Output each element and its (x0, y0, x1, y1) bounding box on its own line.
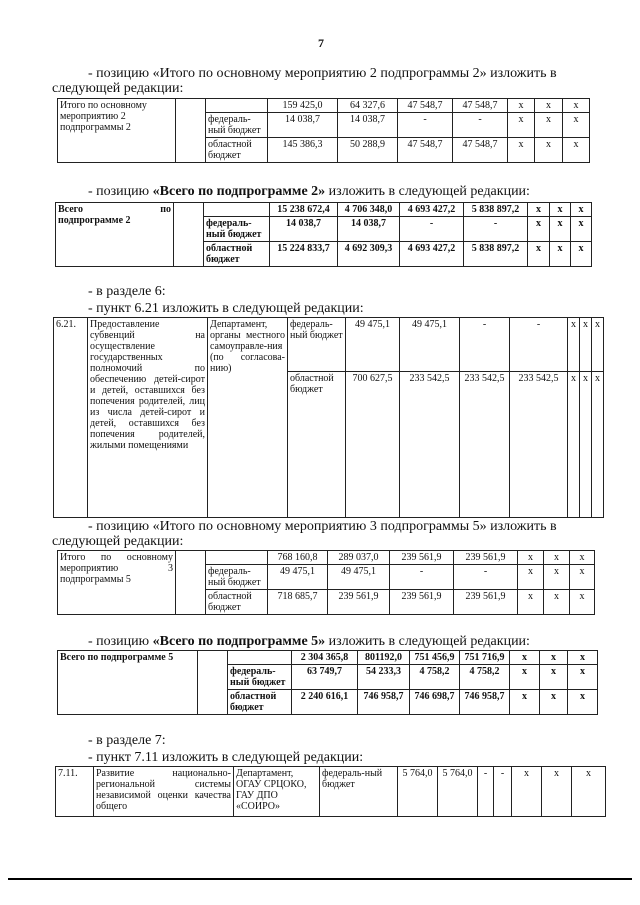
instruction-1-line2: следующей редакции: (52, 81, 184, 96)
source-cell: федераль-ный бюджет (288, 318, 346, 372)
table-row: федераль-ный бюджет 49 475,1 49 475,1 - - х х х (58, 565, 595, 590)
row-label: Итого по основному мероприятию 2 подпрограммы 2 (58, 99, 176, 163)
source-cell: областной бюджет (288, 372, 346, 518)
source-cell: федераль-ный бюджет (204, 217, 270, 242)
table-row: 7.11. Развитие национально-региональной системы независимой оценки качества общего Департамент, ОГАУ СРЦОКО, ГАУ ДПО «СОИРО» федераль-ный бюджет 5 764,0 5 764,0 - - х х х (56, 767, 606, 817)
source-cell: областной бюджет (206, 138, 268, 163)
row-label: Всего по подпрограмме 2 (56, 203, 174, 267)
row-label: Итого по основному мероприятию 3 подпрограммы 5 (58, 551, 176, 615)
instruction-4: - пункт 6.21 изложить в следующей редакции: (88, 301, 364, 316)
item-number: 6.21. (54, 318, 88, 518)
source-cell: федераль-ный бюджет (206, 113, 268, 138)
source-cell: областной бюджет (228, 690, 292, 715)
item-number: 7.11. (56, 767, 94, 817)
table-row: областной бюджет 718 685,7 239 561,9 239 561,9 239 561,9 х х х (58, 590, 595, 615)
source-cell (206, 551, 268, 565)
table-row: федераль-ный бюджет 14 038,7 14 038,7 - - х х х (56, 217, 592, 242)
item-description: Развитие национально-региональной системы независимой оценки качества общего (94, 767, 234, 817)
source-cell (206, 99, 268, 113)
item-executor: Департамент, ОГАУ СРЦОКО, ГАУ ДПО «СОИРО» (234, 767, 320, 817)
table-row: областной бюджет 2 240 616,1 746 958,7 746 698,7 746 958,7 х х х (58, 690, 598, 715)
page-number: 7 (318, 36, 324, 50)
instruction-8: - пункт 7.11 изложить в следующей редакции: (88, 750, 364, 765)
table-row: федераль-ный бюджет 14 038,7 14 038,7 - - х х х (58, 113, 590, 138)
source-cell: областной бюджет (206, 590, 268, 615)
table-subprogram5-event3 (57, 550, 595, 615)
table-subprogram2-total (55, 202, 592, 267)
source-cell: федераль-ный бюджет (228, 665, 292, 690)
item-executor: Департамент, органы местного самоуправле-ния (по согласова-нию) (208, 318, 288, 518)
table-row: 6.21. Предоставление субвенций на осуществление государственных полномочий по обеспечению детей-сирот и детей, оставшихся без попечения родителей, лиц из числа детей-сирот и детей, оставшихся без попечения родителей, жилыми помещениями Департамент, органы местного самоуправле-ния (по согласова-нию) федераль-ный бюджет 49 475,1 49 475,1 - - х х х (54, 318, 604, 372)
source-cell (228, 651, 292, 665)
instruction-7: - в разделе 7: (88, 733, 166, 748)
source-cell: областной бюджет (204, 242, 270, 267)
table-row: областной бюджет 700 627,5 233 542,5 233 542,5 233 542,5 х х х (54, 372, 604, 518)
table-subprogram5-total (57, 650, 598, 715)
item-description: Предоставление субвенций на осуществление государственных полномочий по обеспечению детей-сирот и детей, оставшихся без попечения родителей, лиц из числа детей-сирот и детей, оставшихся без попечения родителей, жилыми помещениями (88, 318, 208, 518)
table-row: Итого по основному мероприятию 3 подпрограммы 5 768 160,8 289 037,0 239 561,9 239 561,9 х х х (58, 551, 595, 565)
instruction-1-line1: - позицию «Итого по основному мероприятию 2 подпрограммы 2» изложить в (88, 66, 557, 81)
instruction-3: - в разделе 6: (88, 284, 166, 299)
instruction-5-line1: - позицию «Итого по основному мероприятию 3 подпрограммы 5» изложить в (88, 519, 557, 534)
instruction-1 (52, 66, 557, 96)
table-item-6-21 (53, 317, 604, 518)
table-subprogram2-event2 (57, 98, 590, 163)
table-row: Итого по основному мероприятию 2 подпрограммы 2 159 425,0 64 327,6 47 548,7 47 548,7 х х х (58, 99, 590, 113)
instruction-2: - позицию «Всего по подпрограмме 2» изложить в следующей редакции: (88, 184, 530, 199)
source-cell (204, 203, 270, 217)
table-row: Всего по подпрограмме 2 15 238 672,4 4 706 348,0 4 693 427,2 5 838 897,2 х х х (56, 203, 592, 217)
page-bottom-rule (8, 878, 632, 880)
source-cell: федераль-ный бюджет (206, 565, 268, 590)
instruction-5 (52, 519, 557, 549)
table-row: областной бюджет 15 224 833,7 4 692 309,3 4 693 427,2 5 838 897,2 х х х (56, 242, 592, 267)
table-row: федераль-ный бюджет 63 749,7 54 233,3 4 758,2 4 758,2 х х х (58, 665, 598, 690)
source-cell: федераль-ный бюджет (320, 767, 398, 817)
instruction-6: - позицию «Всего по подпрограмме 5» изложить в следующей редакции: (88, 634, 530, 649)
table-item-7-11 (55, 766, 606, 817)
table-row: областной бюджет 145 386,3 50 288,9 47 548,7 47 548,7 х х х (58, 138, 590, 163)
row-label: Всего по подпрограмме 5 (58, 651, 198, 715)
instruction-5-line2: следующей редакции: (52, 534, 184, 549)
table-row: Всего по подпрограмме 5 2 304 365,8 801192,0 751 456,9 751 716,9 х х х (58, 651, 598, 665)
